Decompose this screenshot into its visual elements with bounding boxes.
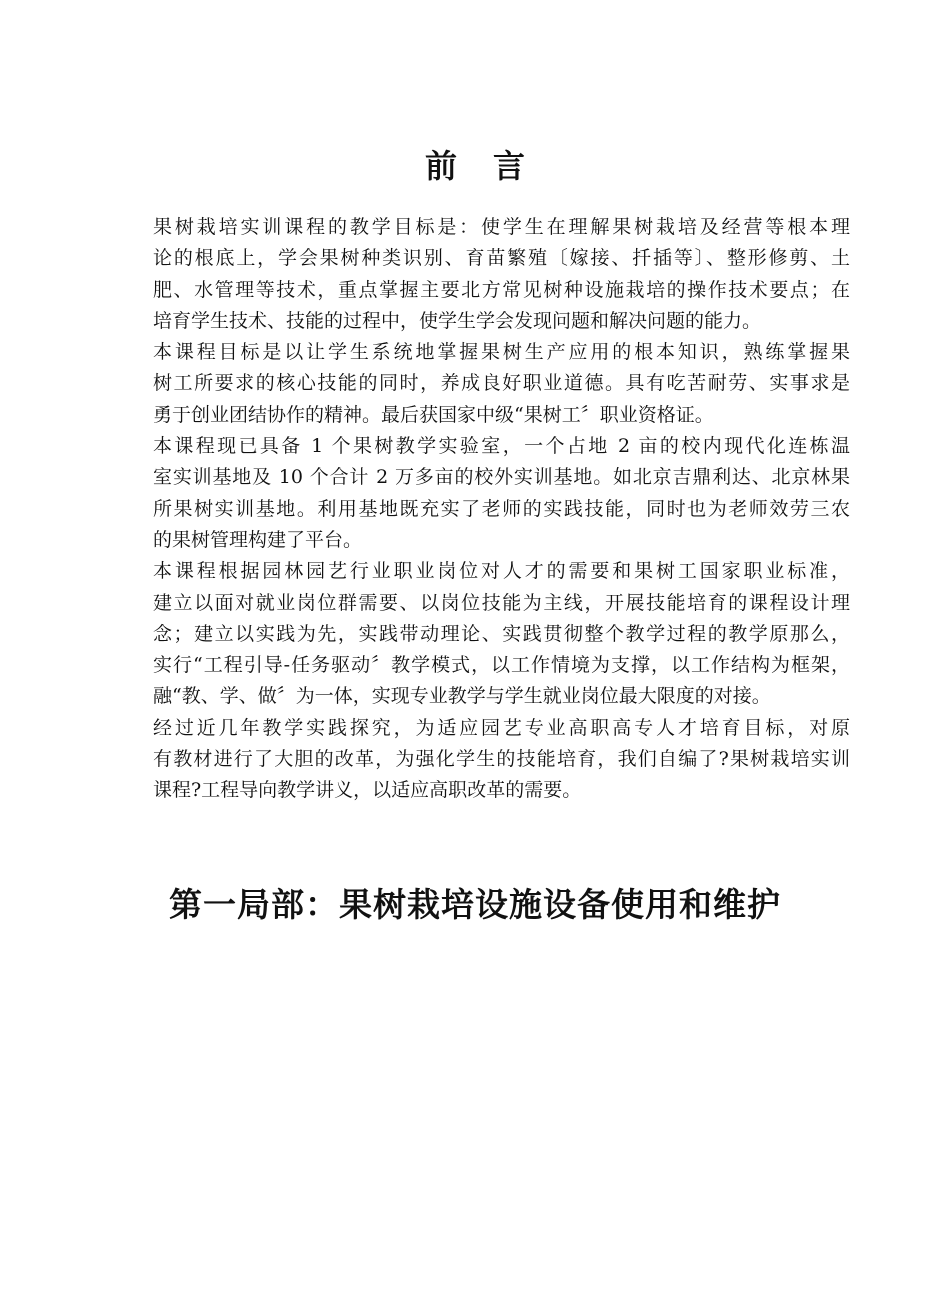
paragraph-line: 勇于创业团结协作的精神。最后获国家中级“果树工〞职业资格证。 xyxy=(153,403,714,426)
paragraph-line: 建立以面对就业岗位群需要、以岗位技能为主线，开展技能培育的课程设计理 xyxy=(153,591,850,614)
paragraph-line: 树工所要求的核心技能的同时，养成良好职业道德。具有吃苦耐劳、实事求是 xyxy=(153,372,850,395)
paragraph-line: 有教材进行了大胆的改革，为强化学生的技能培育，我们自编了?果树栽培实训 xyxy=(153,748,850,771)
page-title-char-2: 言 xyxy=(493,147,526,185)
paragraph-line: 培育学生技术、技能的过程中，使学生学会发现问题和解决问题的能力。 xyxy=(153,309,762,332)
paragraph-line: 果树栽培实训课程的教学目标是：使学生在理解果树栽培及经营等根本理 xyxy=(153,216,850,238)
paragraph-line: 课程?工程导向教学讲义，以适应高职改革的需要。 xyxy=(153,779,582,802)
paragraph-2 xyxy=(115,337,850,431)
page-title-char-1: 前 xyxy=(424,147,457,185)
paragraph-line: 本课程目标是以让学生系统地掌握果树生产应用的根本知识，熟练掌握果 xyxy=(153,341,850,364)
paragraph-line: 念；建立以实践为先，实践带动理论、实践贯彻整个教学过程的教学原那么， xyxy=(153,622,850,645)
paragraph-line: 肥、水管理等技术，重点掌握主要北方常见树种设施栽培的操作技术要点；在 xyxy=(153,278,850,301)
paragraph-line: 所果树实训基地。利用基地既充实了老师的实践技能，同时也为老师效劳三农 xyxy=(153,497,850,520)
paragraph-line: 实行“工程引导-任务驱动〞教学模式，以工作情境为支撑，以工作结构为框架， xyxy=(153,654,850,677)
paragraph-line: 本课程根据园林园艺行业职业岗位对人才的需要和果树工国家职业标准， xyxy=(153,560,850,583)
paragraph-5 xyxy=(115,713,850,807)
paragraph-line: 室实训基地及 10 个合计 2 万多亩的校外实训基地。如北京吉鼎利达、北京林果 xyxy=(153,466,850,489)
paragraph-line: 融“教、学、做〞为一体，实现专业教学与学生就业岗位最大限度的对接。 xyxy=(153,685,771,708)
paragraph-line: 经过近几年教学实践探究，为适应园艺专业高职高专人才培育目标，对原 xyxy=(153,716,850,739)
page-title xyxy=(0,142,950,190)
paragraph-4 xyxy=(115,556,850,712)
paragraph-line: 本课程现已具备 1 个果树教学实验室，一个占地 2 亩的校内现代化连栋温 xyxy=(153,435,850,458)
paragraph-3 xyxy=(115,431,850,556)
part-heading: 第一局部：果树栽培设施设备使用和维护 xyxy=(169,885,781,924)
paragraph-line: 的果树管理构建了平台。 xyxy=(153,528,363,551)
paragraph-1 xyxy=(115,212,850,337)
paragraph-line: 论的根底上，学会果树种类识别、育苗繁殖〔嫁接、扦插等〕、整形修剪、土 xyxy=(153,247,850,270)
preface-body xyxy=(115,212,850,807)
